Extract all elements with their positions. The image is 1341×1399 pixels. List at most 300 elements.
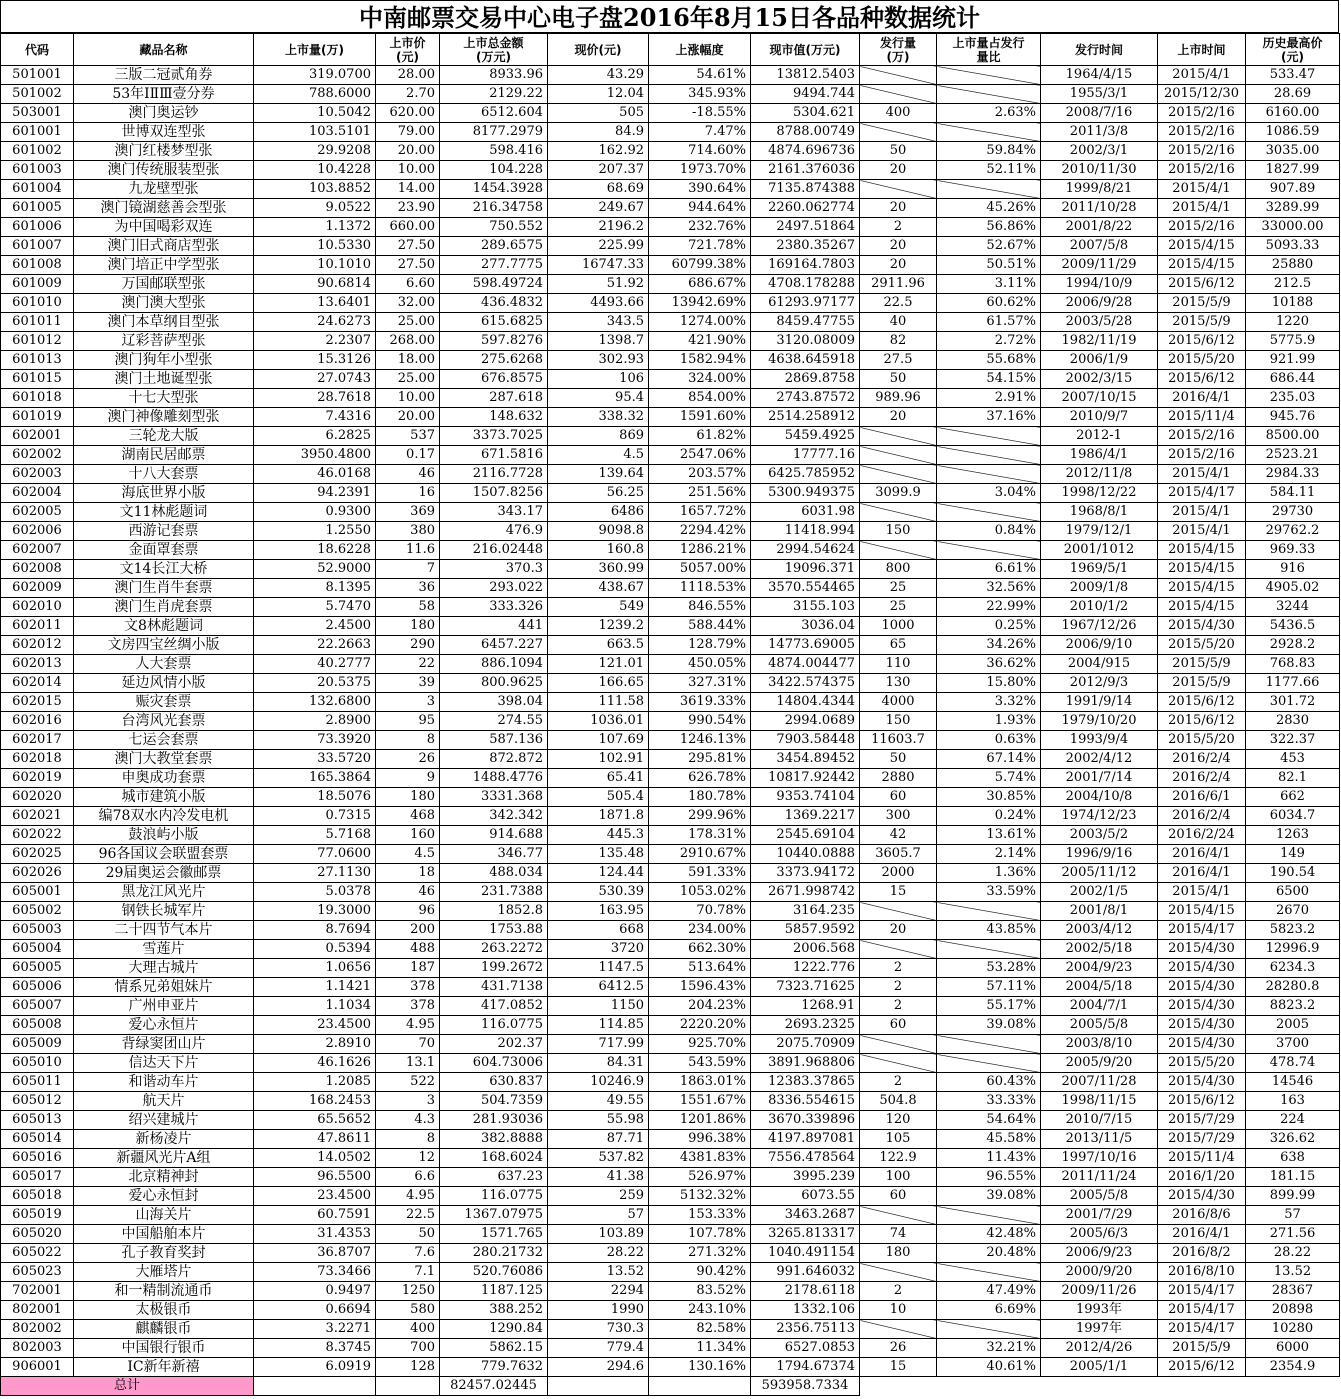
table-cell: 1998/12/22 (1041, 484, 1158, 503)
table-cell: 299.96% (649, 807, 751, 826)
table-cell: 869 (548, 427, 649, 446)
table-cell: 20 (860, 921, 937, 940)
table-cell: 604.73006 (440, 1054, 548, 1073)
table-cell: 3454.89452 (751, 750, 860, 769)
table-cell: 2015/5/20 (1158, 351, 1246, 370)
table-cell: 3463.2687 (751, 1206, 860, 1225)
table-cell: 26 (860, 1339, 937, 1358)
table-cell: 2015/4/17 (1158, 1282, 1246, 1301)
table-cell: 60 (860, 788, 937, 807)
table-cell: 39.08% (937, 1187, 1041, 1206)
table-cell: 1398.7 (548, 332, 649, 351)
table-cell: 25 (860, 598, 937, 617)
table-cell: 29730 (1246, 503, 1340, 522)
table-row (1, 579, 1340, 598)
table-cell: 15.3126 (254, 351, 376, 370)
table-cell: 航天片 (74, 1092, 254, 1111)
table-row (1, 655, 1340, 674)
table-cell: 澳门大教堂套票 (74, 750, 254, 769)
table-cell: 14804.4344 (751, 693, 860, 712)
table-cell: 2671.998742 (751, 883, 860, 902)
table-cell: 378 (376, 978, 440, 997)
table-cell: 94.2391 (254, 484, 376, 503)
table-cell: 25 (860, 579, 937, 598)
table-cell: 107.78% (649, 1225, 751, 1244)
table-cell: 背绿窦团山片 (74, 1035, 254, 1054)
table-cell: 大理古城片 (74, 959, 254, 978)
table-cell: 2196.2 (548, 218, 649, 237)
table-cell: 情系兄弟姐妹片 (74, 978, 254, 997)
table-cell: 2005/5/8 (1041, 1187, 1158, 1206)
table-cell: 28.00 (376, 66, 440, 85)
table-cell: 2015/4/15 (1158, 579, 1246, 598)
table-cell: 2004/5/18 (1041, 978, 1158, 997)
table-cell: 135.48 (548, 845, 649, 864)
table-row (1, 1111, 1340, 1130)
table-cell: 10246.9 (548, 1073, 649, 1092)
table-row (1, 750, 1340, 769)
table-cell: 327.31% (649, 674, 751, 693)
table-cell: 2015/4/30 (1158, 978, 1246, 997)
table-cell: 441 (440, 617, 548, 636)
table-cell: 2016/8/6 (1158, 1206, 1246, 1225)
table-cell: 2670 (1246, 902, 1340, 921)
table-cell: 56.25 (548, 484, 649, 503)
table-cell: 2015/2/16 (1158, 104, 1246, 123)
table-cell: 2743.87572 (751, 389, 860, 408)
table-cell (937, 503, 1041, 522)
table-cell: 2116.7728 (440, 465, 548, 484)
table-cell: 2015/4/30 (1158, 940, 1246, 959)
table-cell (860, 541, 937, 560)
table-cell: 597.8276 (440, 332, 548, 351)
table-cell: 620.00 (376, 104, 440, 123)
table-cell: 1201.86% (649, 1111, 751, 1130)
table-cell: 25880 (1246, 256, 1340, 275)
table-row (1, 389, 1340, 408)
table-cell: 11603.7 (860, 731, 937, 750)
table-cell: 2002/3/15 (1041, 370, 1158, 389)
table-cell: 543.59% (649, 1054, 751, 1073)
table-cell: 6500 (1246, 883, 1340, 902)
table-cell: 10440.0888 (751, 845, 860, 864)
table-cell: 945.76 (1246, 408, 1340, 427)
table-cell: 14773.69005 (751, 636, 860, 655)
page-title: 中南邮票交易中心电子盘2016年8月15日各品种数据统计 (0, 0, 1339, 33)
table-cell: 广州申亚片 (74, 997, 254, 1016)
table-cell: 2015/4/1 (1158, 66, 1246, 85)
table-cell: 二十四节气本片 (74, 921, 254, 940)
table-cell: 132.6800 (254, 693, 376, 712)
table-cell: 476.9 (440, 522, 548, 541)
table-row (1, 712, 1340, 731)
table-cell: 3244 (1246, 598, 1340, 617)
table-cell: 2015/4/15 (1158, 541, 1246, 560)
table-cell: 83.52% (649, 1282, 751, 1301)
table-cell: 65 (860, 636, 937, 655)
table-cell: 169164.7803 (751, 256, 860, 275)
table-cell (937, 940, 1041, 959)
table-cell: 84.9 (548, 123, 649, 142)
table-cell: 3036.04 (751, 617, 860, 636)
table-cell: 605022 (1, 1244, 74, 1263)
table-cell: 802003 (1, 1339, 74, 1358)
table-cell: 1571.765 (440, 1225, 548, 1244)
table-cell: 800 (860, 560, 937, 579)
table-cell: 10 (860, 1301, 937, 1320)
table-cell: 1.1034 (254, 997, 376, 1016)
table-cell: 438.67 (548, 579, 649, 598)
table-cell: 417.0852 (440, 997, 548, 1016)
table-cell: 文8林彪题词 (74, 617, 254, 636)
table-row (1, 1206, 1340, 1225)
table-cell: 1118.53% (649, 579, 751, 598)
table-row (1, 731, 1340, 750)
table-cell: 0.63% (937, 731, 1041, 750)
table-row (1, 807, 1340, 826)
table-row (1, 408, 1340, 427)
table-cell: 2006/1/9 (1041, 351, 1158, 370)
table-cell: 1239.2 (548, 617, 649, 636)
table-cell: 95 (376, 712, 440, 731)
table-cell: 澳门狗年小型张 (74, 351, 254, 370)
table-cell: 8933.96 (440, 66, 548, 85)
header-row (1, 34, 1340, 66)
table-cell: 3950.4800 (254, 446, 376, 465)
table-cell: 50 (376, 1225, 440, 1244)
table-cell: 225.99 (548, 237, 649, 256)
table-cell: 580 (376, 1301, 440, 1320)
column-header: 现价(元) (548, 34, 649, 66)
table-cell: 澳门生肖牛套票 (74, 579, 254, 598)
table-cell: 280.21732 (440, 1244, 548, 1263)
table-cell: 601006 (1, 218, 74, 237)
table-cell (860, 123, 937, 142)
table-cell: 513.64% (649, 959, 751, 978)
table-cell: 601018 (1, 389, 74, 408)
table-cell: 2015/4/1 (1158, 883, 1246, 902)
table-cell: 2005 (1246, 1016, 1340, 1035)
table-cell: 52.9000 (254, 560, 376, 579)
table-cell: 1220 (1246, 313, 1340, 332)
table-cell: 702001 (1, 1282, 74, 1301)
table-cell: 2220.20% (649, 1016, 751, 1035)
table-row (1, 142, 1340, 161)
total-row (1, 1377, 1340, 1396)
table-cell: 605020 (1, 1225, 74, 1244)
table-cell: 602026 (1, 864, 74, 883)
table-cell: 338.32 (548, 408, 649, 427)
table-cell: 14.0502 (254, 1149, 376, 1168)
table-cell: 779.4 (548, 1339, 649, 1358)
table-cell (937, 541, 1041, 560)
table-cell: 605018 (1, 1187, 74, 1206)
table-cell: 2294.42% (649, 522, 751, 541)
table-row (1, 921, 1340, 940)
table-cell: 57 (548, 1206, 649, 1225)
table-cell: 20.00 (376, 142, 440, 161)
table-cell: 2547.06% (649, 446, 751, 465)
table-cell: 106 (548, 370, 649, 389)
table-cell: 802002 (1, 1320, 74, 1339)
table-cell: 6.6 (376, 1168, 440, 1187)
table-cell: 20.00 (376, 408, 440, 427)
table-cell: 2015/2/16 (1158, 123, 1246, 142)
table-cell: 598.49724 (440, 275, 548, 294)
table-cell: 2004/9/23 (1041, 959, 1158, 978)
table-cell: 686.44 (1246, 370, 1340, 389)
table-cell: 526.97% (649, 1168, 751, 1187)
table-cell: 319.0700 (254, 66, 376, 85)
table-cell: 602003 (1, 465, 74, 484)
table-cell: 1973.70% (649, 161, 751, 180)
table-cell: 5057.00% (649, 560, 751, 579)
table-cell: 20.5375 (254, 674, 376, 693)
table-cell: 2002/4/12 (1041, 750, 1158, 769)
table-cell: 4.95 (376, 1187, 440, 1206)
table-cell: 2009/11/29 (1041, 256, 1158, 275)
table-cell: 969.33 (1246, 541, 1340, 560)
table-cell: 421.90% (649, 332, 751, 351)
table-cell: 3373.7025 (440, 427, 548, 446)
table-row (1, 218, 1340, 237)
table-cell: 2178.6118 (751, 1282, 860, 1301)
table-cell: 130.16% (649, 1358, 751, 1377)
column-header: 上市价 (元) (376, 34, 440, 66)
table-cell: 287.618 (440, 389, 548, 408)
table-cell: 2012/4/26 (1041, 1339, 1158, 1358)
table-cell: 800.9625 (440, 674, 548, 693)
table-cell: 3331.368 (440, 788, 548, 807)
table-cell: 378 (376, 997, 440, 1016)
table-cell: 1053.02% (649, 883, 751, 902)
table-cell: 268.00 (376, 332, 440, 351)
table-cell: 43.85% (937, 921, 1041, 940)
table-cell: 1367.07975 (440, 1206, 548, 1225)
stats-table (0, 33, 1340, 1396)
table-cell (937, 66, 1041, 85)
table-cell: 5436.5 (1246, 617, 1340, 636)
table-cell: 602006 (1, 522, 74, 541)
table-row (1, 1358, 1340, 1377)
table-cell: 6160.00 (1246, 104, 1340, 123)
table-cell: 103.5101 (254, 123, 376, 142)
table-cell (860, 1054, 937, 1073)
table-cell: 40 (860, 313, 937, 332)
table-cell (937, 446, 1041, 465)
table-cell: 4638.645918 (751, 351, 860, 370)
table-cell: 200 (376, 921, 440, 940)
table-cell: 2015/5/9 (1158, 1339, 1246, 1358)
table-cell: 2161.376036 (751, 161, 860, 180)
table-cell (937, 1320, 1041, 1339)
table-cell: 168.6024 (440, 1149, 548, 1168)
table-cell: 587.136 (440, 731, 548, 750)
table-cell: 2015/6/12 (1158, 370, 1246, 389)
table-cell: 2880 (860, 769, 937, 788)
table-cell: 70 (376, 1035, 440, 1054)
table-cell: 10.00 (376, 389, 440, 408)
table-cell: 27.50 (376, 237, 440, 256)
table-cell: 2015/4/15 (1158, 902, 1246, 921)
table-cell: 2.91% (937, 389, 1041, 408)
table-cell: 2002/1/5 (1041, 883, 1158, 902)
table-cell: 1999/8/21 (1041, 180, 1158, 199)
table-cell: 750.552 (440, 218, 548, 237)
table-cell: 602007 (1, 541, 74, 560)
table-cell: 澳门传统服装型张 (74, 161, 254, 180)
table-row (1, 902, 1340, 921)
table-cell: 605001 (1, 883, 74, 902)
table-cell: 660.00 (376, 218, 440, 237)
table-cell: 34.26% (937, 636, 1041, 655)
table-cell: 10817.92442 (751, 769, 860, 788)
table-cell: 549 (548, 598, 649, 617)
table-cell: 153.33% (649, 1206, 751, 1225)
table-cell: 2006/9/23 (1041, 1244, 1158, 1263)
table-cell: 2830 (1246, 712, 1340, 731)
column-header: 上市量占发行 量比 (937, 34, 1041, 66)
table-cell: 602009 (1, 579, 74, 598)
table-cell (860, 180, 937, 199)
table-cell: 6412.5 (548, 978, 649, 997)
table-cell: 721.78% (649, 237, 751, 256)
table-cell: 602017 (1, 731, 74, 750)
table-cell: 2016/8/10 (1158, 1263, 1246, 1282)
table-row (1, 370, 1340, 389)
table-cell: 2015/2/16 (1158, 446, 1246, 465)
table-cell: 921.99 (1246, 351, 1340, 370)
table-cell: 1794.67374 (751, 1358, 860, 1377)
table-cell: 61.57% (937, 313, 1041, 332)
table-cell: 澳门奥运钞 (74, 104, 254, 123)
table-row (1, 693, 1340, 712)
table-cell (937, 85, 1041, 104)
table-cell: 2016/6/1 (1158, 788, 1246, 807)
table-cell: 7 (376, 560, 440, 579)
table-row (1, 85, 1340, 104)
table-cell: 0.7315 (254, 807, 376, 826)
table-cell: 2005/9/20 (1041, 1054, 1158, 1073)
table-cell: 1997/10/16 (1041, 1149, 1158, 1168)
table-cell: 52.11% (937, 161, 1041, 180)
table-cell: 3.04% (937, 484, 1041, 503)
table-cell: 2.70 (376, 85, 440, 104)
table-cell: 234.00% (649, 921, 751, 940)
table-cell: 605003 (1, 921, 74, 940)
table-cell: 2015/4/1 (1158, 199, 1246, 218)
table-cell: 116.0775 (440, 1187, 548, 1206)
table-cell: 0.25% (937, 617, 1041, 636)
table-row (1, 883, 1340, 902)
table-cell: 钢铁长城军片 (74, 902, 254, 921)
table-cell: 1582.94% (649, 351, 751, 370)
table-cell: 13.1 (376, 1054, 440, 1073)
table-cell: 32.56% (937, 579, 1041, 598)
table-cell: 海底世界小版 (74, 484, 254, 503)
table-cell: 20.48% (937, 1244, 1041, 1263)
table-cell: 2015/6/12 (1158, 275, 1246, 294)
table-cell: 271.56 (1246, 1225, 1340, 1244)
table-cell: 274.55 (440, 712, 548, 731)
table-cell: 澳门土地诞型张 (74, 370, 254, 389)
table-cell: 2016/4/1 (1158, 389, 1246, 408)
table-cell: 32.00 (376, 294, 440, 313)
table-cell: 160 (376, 826, 440, 845)
table-cell: 2011/3/8 (1041, 123, 1158, 142)
table-cell: 295.81% (649, 750, 751, 769)
table-cell: 638 (1246, 1149, 1340, 1168)
table-cell: 302.93 (548, 351, 649, 370)
table-cell: 537 (376, 427, 440, 446)
table-cell: 2015/5/9 (1158, 294, 1246, 313)
column-header: 历史最高价 (元) (1246, 34, 1340, 66)
table-cell: 605007 (1, 997, 74, 1016)
table-cell: 2015/2/16 (1158, 161, 1246, 180)
table-cell: 22 (376, 655, 440, 674)
table-cell: 2001/7/29 (1041, 1206, 1158, 1225)
table-cell: 605010 (1, 1054, 74, 1073)
table-cell: 601008 (1, 256, 74, 275)
table-cell: 2 (860, 959, 937, 978)
table-cell: 8500.00 (1246, 427, 1340, 446)
table-cell: 2012-1 (1041, 427, 1158, 446)
table-cell: 160.8 (548, 541, 649, 560)
table-cell: 2693.2325 (751, 1016, 860, 1035)
table-cell: 114.85 (548, 1016, 649, 1035)
table-cell: 5823.2 (1246, 921, 1340, 940)
table-cell: 1286.21% (649, 541, 751, 560)
table-cell: 2001/8/1 (1041, 902, 1158, 921)
table-cell: 165.3864 (254, 769, 376, 788)
table-cell: 630.837 (440, 1073, 548, 1092)
table-cell: 96.5500 (254, 1168, 376, 1187)
table-row (1, 313, 1340, 332)
table-cell: 2006.568 (751, 940, 860, 959)
table-cell: 3.2271 (254, 1320, 376, 1339)
table-cell: 1.36% (937, 864, 1041, 883)
table-cell (860, 503, 937, 522)
table-cell: 三轮龙大版 (74, 427, 254, 446)
table-cell: 60.62% (937, 294, 1041, 313)
table-cell: 2011/11/24 (1041, 1168, 1158, 1187)
table-cell: 1454.3928 (440, 180, 548, 199)
table-cell: 243.10% (649, 1301, 751, 1320)
table-cell: 17777.16 (751, 446, 860, 465)
table-cell: 52.67% (937, 237, 1041, 256)
table-cell: 湖南民居邮票 (74, 446, 254, 465)
table-cell: 598.416 (440, 142, 548, 161)
table-cell: 601007 (1, 237, 74, 256)
table-cell: 6.61% (937, 560, 1041, 579)
table-cell: 602013 (1, 655, 74, 674)
table-cell: 605017 (1, 1168, 74, 1187)
table-cell: 1753.88 (440, 921, 548, 940)
table-cell: 4874.004477 (751, 655, 860, 674)
table-cell: 1.93% (937, 712, 1041, 731)
table-cell: 2005/11/12 (1041, 864, 1158, 883)
table-cell: 7323.71625 (751, 978, 860, 997)
table-cell: 2015/11/4 (1158, 1149, 1246, 1168)
table-cell: 2015/6/12 (1158, 693, 1246, 712)
table-cell: 2016/1/20 (1158, 1168, 1246, 1187)
table-cell: 637.23 (440, 1168, 548, 1187)
table-cell: 116.0775 (440, 1016, 548, 1035)
table-cell: 6.2825 (254, 427, 376, 446)
table-cell: 西游记套票 (74, 522, 254, 541)
table-cell: 2015/5/9 (1158, 655, 1246, 674)
table-cell: 57 (1246, 1206, 1340, 1225)
